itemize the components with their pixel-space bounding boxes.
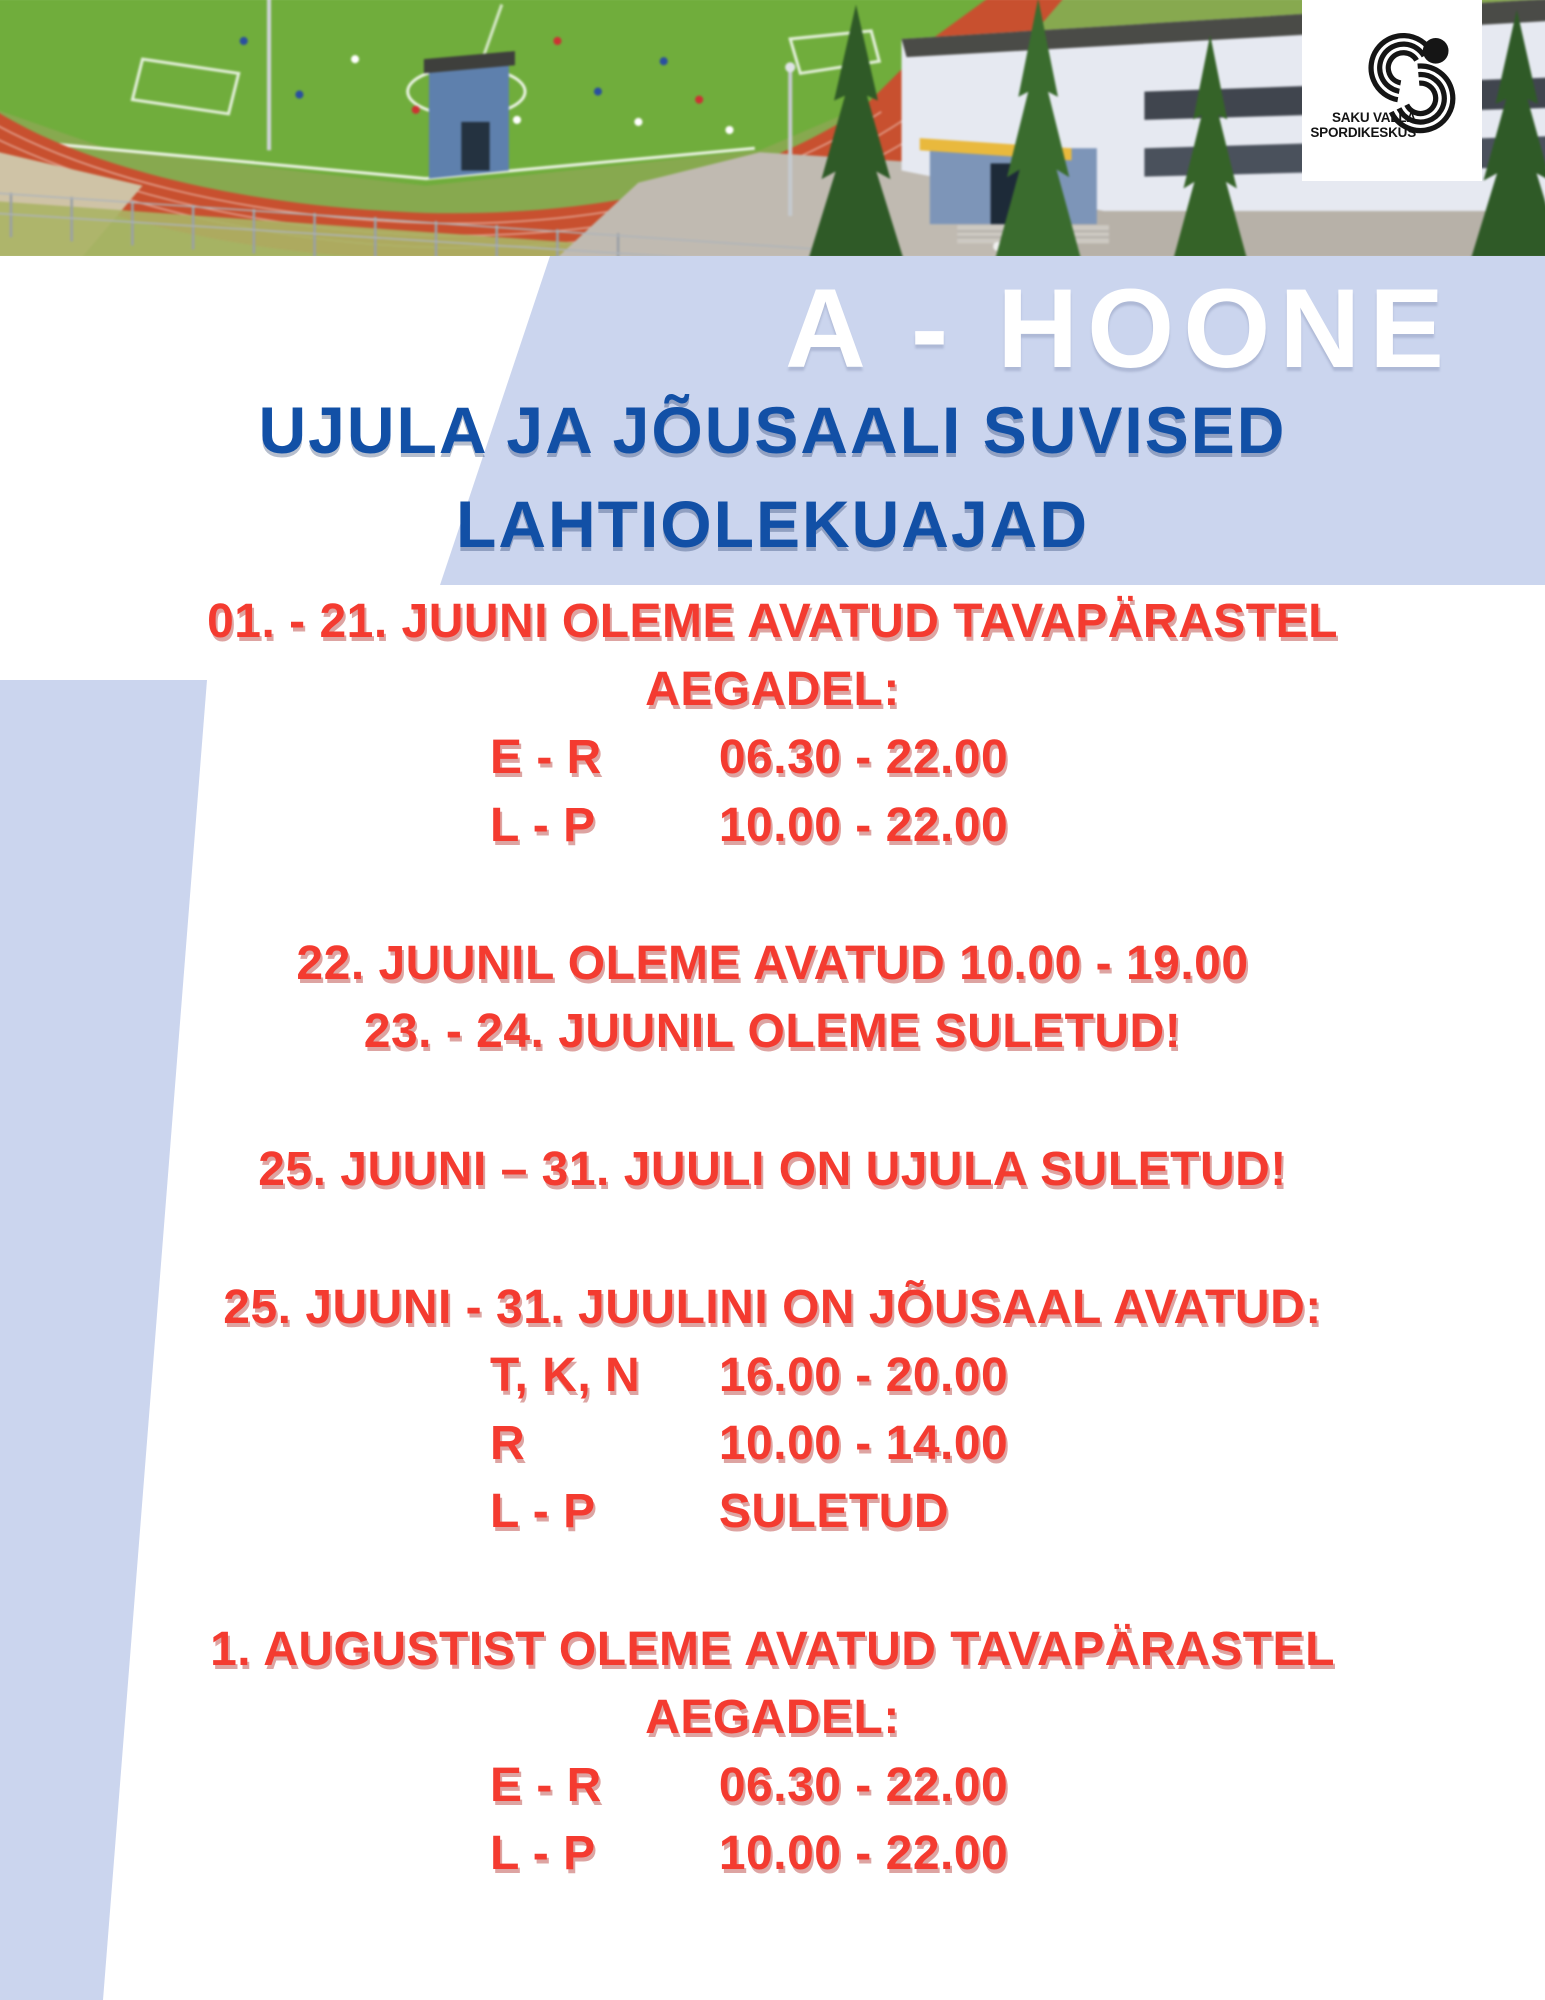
logo-text-line2: SPORDIKESKUS	[1310, 125, 1416, 140]
schedule-line: 25. JUUNI - 31. JUULINI ON JÕUSAAL AVATUD:	[223, 1281, 1322, 1334]
logo-text-line1: SAKU VALLA	[1332, 110, 1416, 125]
building-label: A - HOONE	[785, 266, 1453, 391]
time-value: 10.00 - 22.00	[718, 1827, 1009, 1880]
time-value: SULETUD	[718, 1485, 950, 1538]
days-label: E - R	[490, 1759, 602, 1812]
schedule-row	[0, 724, 1545, 792]
schedule-line: 1. AUGUSTIST OLEME AVATUD TAVAPÄRASTEL	[210, 1623, 1335, 1676]
service-building	[424, 51, 515, 179]
section-august-regular	[0, 1616, 1545, 1888]
days-label: E - R	[490, 731, 602, 784]
section-gym-summer	[0, 1274, 1545, 1546]
time-value: 06.30 - 22.00	[718, 731, 1009, 784]
schedule-content	[0, 588, 1545, 1958]
page-title	[0, 383, 1545, 571]
logo-text	[1310, 110, 1416, 140]
schedule-row	[0, 792, 1545, 860]
section-midsummer	[0, 930, 1545, 1066]
section-pool-closed	[0, 1136, 1545, 1204]
section-june-regular	[0, 588, 1545, 860]
time-value: 06.30 - 22.00	[718, 1759, 1009, 1812]
page-title-line1: UJULA JA JÕUSAALI SUVISED	[258, 393, 1287, 467]
days-label: L - P	[490, 1485, 596, 1538]
schedule-row	[0, 1820, 1545, 1888]
time-value: 16.00 - 20.00	[718, 1349, 1009, 1402]
schedule-line: 25. JUUNI – 31. JUULI ON UJULA SULETUD!	[258, 1143, 1287, 1196]
logo-box	[1302, 0, 1482, 181]
schedule-line: AEGADEL:	[645, 663, 900, 716]
schedule-line: 01. - 21. JUUNI OLEME AVATUD TAVAPÄRASTEL	[207, 595, 1338, 648]
days-label: L - P	[490, 1827, 596, 1880]
days-label: L - P	[490, 799, 596, 852]
time-value: 10.00 - 22.00	[718, 799, 1009, 852]
schedule-line: AEGADEL:	[645, 1691, 900, 1744]
schedule-row	[0, 1478, 1545, 1546]
days-label: T, K, N	[490, 1349, 641, 1402]
schedule-row	[0, 1410, 1545, 1478]
schedule-row	[0, 1342, 1545, 1410]
time-value: 10.00 - 14.00	[718, 1417, 1009, 1470]
page-title-line2: LAHTIOLEKUAJAD	[456, 487, 1089, 561]
days-label: R	[490, 1417, 526, 1470]
schedule-line: 23. - 24. JUUNIL OLEME SULETUD!	[363, 1005, 1182, 1058]
schedule-line: 22. JUUNIL OLEME AVATUD 10.00 - 19.00	[296, 937, 1249, 990]
schedule-row	[0, 1752, 1545, 1820]
